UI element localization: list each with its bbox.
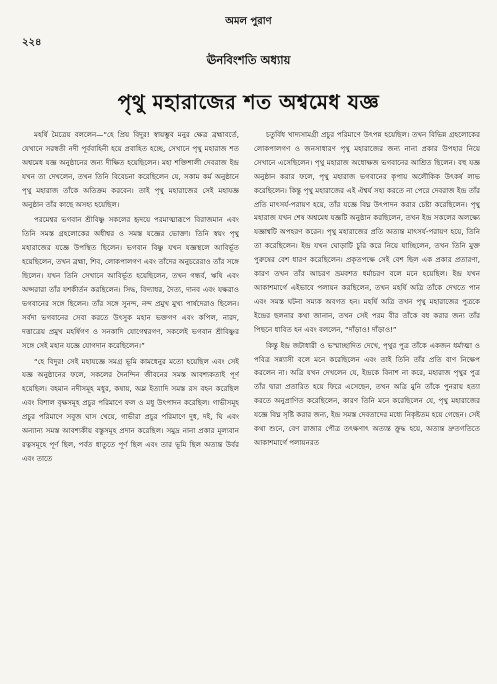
page-number: ২২৪ bbox=[22, 37, 42, 48]
chapter-label: ঊনবিংশতি অধ্যায় bbox=[206, 53, 291, 67]
chapter-title: পৃথু মহারাজের শত অশ্বমেধ যজ্ঞ bbox=[117, 90, 380, 114]
paragraph: চতুর্বিধ খাদ্যসামগ্রী প্রচুর পরিমাণে উৎপন্ন হয়েছিল। তখন বিভিন্ন গ্রহলোকের লোকপালগণ ও জনসাধারণ পৃথু মহারাজের জন্য নানা প্রকার উপহার নিয়ে সেখানে এসেছিলেন। পৃথু মহারাজ অধোক্ষজ ভগবানের আশ্রিত ছিলেন। বহু যজ্ঞ অনুষ্ঠান করার ফলে, পৃথু মহারাজ ভগবানের কৃপায় অলৌকিক উৎকর্ষ লাভ করেছিলেন। কিন্তু পৃথু মহারাজের এই ঐশ্বর্য সহ্য করতে না পেরে দেবরাজ ইন্দ্র তাঁর প্রতি মাৎসর্য-পরায়ণ হয়ে, তাঁর যজ্ঞে বিঘ্ন উৎপাদন করার চেষ্টা করেছিলেন। পৃথু মহারাজ যখন শেষ অশ্বমেধ যজ্ঞটি অনুষ্ঠান করছিলেন, তখন ইন্দ্র সকলের অলক্ষ্যে যজ্ঞাশ্বটি অপহরণ করেন। পৃথু মহারাজের প্রতি অত্যন্ত মাৎসর্য-পরায়ণ হয়ে, তিনি তা করেছিলেন। ইন্দ্র যখন ঘোড়াটি চুরি করে নিয়ে যাচ্ছিলেন, তখন তিনি মুক্ত পুরুষের বেশ ধারণ করেছিলেন। প্রকৃতপক্ষে সেই বেশ ছিল এক প্রকার প্রতারণা, কারণ তখন তাঁর আচরণ ভ্রমবশত ধর্মাচরণ বলে মনে হয়েছিল। ইন্দ্র যখন আকাশমার্গে এইভাবে পলায়ন করছিলেন, তখন মহর্ষি অত্রি তাঁকে দেখতে পান এবং সমস্ত ঘটনা সম্যক অবগত হন। মহর্ষি অত্রি তখন পৃথু মহারাজের পুত্রকে ইন্দ্রের ছলনার কথা জানান, তখন সেই পরম বীর তাঁকে বধ করার জন্য তাঁর পিছনে ধাবিত হন এবং বললেন, “দাঁড়াও! দাঁড়াও!” bbox=[254, 130, 480, 334]
running-head: অমল পুরাণ bbox=[225, 16, 272, 27]
paragraph: পরমেশ্বর ভগবান শ্রীবিষ্ণু সকলের হৃদয়ে পরমাত্মারূপে বিরাজমান এবং তিনি সমস্ত গ্রহলোকের অধীশ্বর ও সমস্ত যজ্ঞের ভোক্তা। তিনি স্বয়ং পৃথু মহারাজের যজ্ঞে উপস্থিত ছিলেন। ভগবান বিষ্ণু যখন যজ্ঞস্থলে আবির্ভূত হয়েছিলেন, তখন ব্রহ্মা, শিব, লোকপালগণ এবং তাঁদের অনুচরেরাও তাঁর সঙ্গে ছিলেন। যখন তিনি সেখানে আবির্ভূত হয়েছিলেন, তখন গন্ধর্ব, ঋষি এবং অপ্সরারা তাঁর যশকীর্তন করছিলেন। সিদ্ধ, বিদ্যাধর, দৈত্য, দানব এবং যক্ষরাও ভগবানের সঙ্গে ছিলেন। তাঁর সঙ্গে সুনন্দ, নন্দ প্রমুখ মুখ্য পার্ষদেরাও ছিলেন। সর্বদা ভগবানের সেবা করতে উৎসুক মহান ভক্তগণ এবং কপিল, নারদ, দত্তাত্রেয় প্রমুখ মহর্ষিগণ ও সনকাদি যোগেশ্বরগণ, সকলেই ভগবান শ্রীবিষ্ণুর সঙ্গে সেই মহান যজ্ঞে যোগদান করেছিলেন।” bbox=[22, 215, 239, 350]
paragraph: “হে বিদুর! সেই মহাযজ্ঞে সমগ্র ভূমি কামধেনুর মতো হয়েছিল এবং সেই যজ্ঞ অনুষ্ঠানের ফলে, সকলের দৈনন্দিন জীবনের সমস্ত আবশ্যকতাই পূর্ণ হয়েছিল। বহমান নদীসমূহ মধুর, কষায়, অম্ল ইত্যাদি সমস্ত রস বহন করেছিল এবং বিশাল বৃক্ষসমূহ প্রচুর পরিমাণে ফল ও মধু উৎপাদন করেছিল। গাভীসমূহ প্রচুর পরিমাণে সবুজ ঘাস খেয়ে, গাভীরা প্রচুর পরিমাণে দুধ, দই, ঘি এবং অন্যান্য সমস্ত আবশ্যকীয় বস্তুসমূহ প্রদান করেছিল। সমুদ্র নানা প্রকার মূল্যবান রত্নসমূহে পূর্ণ ছিল, পর্বত ধাতুতে পূর্ণ ছিল এবং তার ভূমি ছিল অত্যন্ত উর্বর এবং তাতে bbox=[22, 356, 239, 463]
paragraph: মহর্ষি মৈত্রেয় বললেন—“হে প্রিয় বিদুর! স্বায়ম্ভুব মনুর ক্ষেত্র ব্রহ্মাবর্তে, যেখানে সরস্বতী নদী পূর্ববাহিনী হয়ে প্রবাহিত হচ্ছে, সেখানে পৃথু মহারাজ শত অশ্বমেধ যজ্ঞ অনুষ্ঠানের জন্য দীক্ষিত হয়েছিলেন। মহা শক্তিশালী দেবরাজ ইন্দ্র যখন তা দেখলেন, তখন তিনি বিবেচনা করেছিলেন যে, সকাম কর্ম অনুষ্ঠানে পৃথু মহারাজ তাঁকে অতিক্রম করবেন। তাই পৃথু মহারাজের সেই মহাযজ্ঞ অনুষ্ঠান তাঁর কাছে অসহ্য হয়েছিল। bbox=[22, 130, 239, 209]
right-column bbox=[254, 128, 480, 668]
left-column bbox=[22, 128, 239, 668]
paragraph: কিন্তু ইন্দ্র জটাধারী ও ভস্মাচ্ছাদিত দেখে, পৃথুর পুত্র তাঁকে একজন ধর্মাত্মা ও পবিত্র সন্ন্যাসী বলে মনে করেছিলেন এবং তাই তিনি তাঁর প্রতি বাণ নিক্ষেপ করলেন না। অত্রি যখন দেখলেন যে, ইন্দ্রকে বিনাশ না করে, মহারাজ পৃথুর পুত্র তাঁর দ্বারা প্রতারিত হয়ে ফিরে এসেছেন, তখন অত্রি মুনি তাঁকে পুনরায় হত্যা করতে অনুপ্রাণিত করেছিলেন, কারণ তিনি মনে করেছিলেন যে, পৃথু মহারাজের যজ্ঞে বিঘ্ন সৃষ্টি করার জন্য, ইন্দ্র সমস্ত দেবতাদের মধ্যে নিকৃষ্টতম হয়ে গেছেন। সেই কথা শুনে, বেণ রাজার পৌত্র তৎক্ষণাৎ অত্যন্ত ক্রুদ্ধ হয়ে, অত্যন্ত দ্রুতগতিতে আকাশমার্গে পলায়নরত bbox=[254, 340, 480, 447]
